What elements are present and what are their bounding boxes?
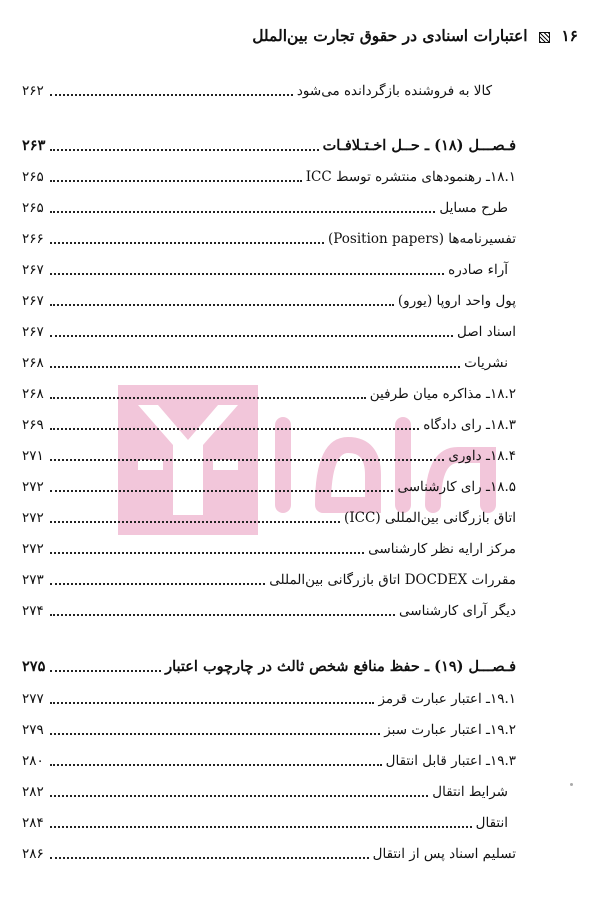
leader-dots — [50, 551, 364, 554]
toc-chapter[interactable]: فـصـــل (۱۹) ـ حفظ منافع شخص ثالث در چارچوب اعتبار ۲۷۵ — [22, 658, 516, 675]
leader-dots — [50, 93, 293, 96]
toc-entry[interactable]: دیگر آرای کارشناسی ۲۷۴ — [22, 603, 516, 619]
leader-dots — [50, 701, 374, 704]
leader-dots — [50, 856, 369, 859]
toc-entry[interactable]: کالا به فروشنده بازگردانده می‌شود ۲۶۲ — [22, 83, 492, 99]
toc-chapter[interactable]: فـصـــل (۱۸) ـ حــل اخـتـلافـات ۲۶۳ — [22, 137, 516, 154]
toc-entry[interactable]: اسناد اصل ۲۶۷ — [22, 324, 516, 340]
leader-dots — [50, 210, 435, 213]
toc-entry[interactable]: آراء صادره ۲۶۷ — [22, 262, 508, 278]
toc-entry[interactable]: پول واحد اروپا (یورو) ۲۶۷ — [22, 293, 516, 309]
running-header — [22, 26, 578, 50]
leader-dots — [50, 520, 340, 523]
toc-section[interactable]: ۱۸.۴ـ داوری ۲۷۱ — [22, 448, 516, 464]
toc-section[interactable]: ۱۸.۳ـ رای دادگاه ۲۶۹ — [22, 417, 516, 433]
leader-dots — [50, 458, 444, 461]
leader-dots — [50, 427, 419, 430]
scan-speck — [570, 783, 573, 786]
toc-section[interactable]: ۱۹.۲ـ اعتبار عبارت سبز ۲۷۹ — [22, 722, 516, 738]
toc-section[interactable]: ۱۸.۲ـ مذاکره میان طرفین ۲۶۸ — [22, 386, 516, 402]
leader-dots — [50, 365, 460, 368]
toc-entry[interactable]: مقررات DOCDEX اتاق بازرگانی بین‌المللی ۲۷۳ — [22, 572, 516, 588]
leader-dots — [50, 272, 444, 275]
toc-entry[interactable]: شرایط انتقال ۲۸۲ — [22, 784, 508, 800]
toc-entry[interactable]: تفسیرنامه‌ها (Position papers) ۲۶۶ — [22, 231, 516, 247]
toc-section[interactable]: ۱۸.۵ـ رای کارشناسی ۲۷۲ — [22, 479, 516, 495]
leader-dots — [50, 241, 324, 244]
leader-dots — [50, 396, 366, 399]
toc-entry[interactable]: انتقال ۲۸۴ — [22, 815, 508, 831]
toc-entry[interactable]: مرکز ارایه نظر کارشناسی ۲۷۲ — [22, 541, 516, 557]
toc-entry[interactable]: طرح مسایل ۲۶۵ — [22, 200, 508, 216]
leader-dots — [50, 794, 428, 797]
leader-dots — [50, 489, 393, 492]
page-number: ۱۶ — [561, 26, 578, 45]
toc-section[interactable]: ۱۸.۱ـ رهنمودهای منتشره توسط ICC ۲۶۵ — [22, 169, 516, 185]
toc-section[interactable]: ۱۹.۳ـ اعتبار قابل انتقال ۲۸۰ — [22, 753, 516, 769]
leader-dots — [50, 148, 319, 151]
leader-dots — [50, 732, 380, 735]
toc-entry[interactable]: تسلیم اسناد پس از انتقال ۲۸۶ — [22, 846, 516, 862]
square-bullet-icon — [539, 32, 550, 43]
leader-dots — [50, 334, 453, 337]
book-title: اعتبارات اسنادی در حقوق تجارت بین‌الملل — [252, 26, 528, 45]
leader-dots — [50, 763, 382, 766]
leader-dots — [50, 613, 395, 616]
leader-dots — [50, 582, 265, 585]
leader-dots — [50, 825, 472, 828]
leader-dots — [50, 669, 161, 672]
leader-dots — [50, 303, 394, 306]
toc-section[interactable]: ۱۹.۱ـ اعتبار عبارت قرمز ۲۷۷ — [22, 691, 516, 707]
toc-entry[interactable]: نشریات ۲۶۸ — [22, 355, 508, 371]
leader-dots — [50, 179, 302, 182]
toc-entry[interactable]: اتاق بازرگانی بین‌المللی (ICC) ۲۷۲ — [22, 510, 516, 526]
